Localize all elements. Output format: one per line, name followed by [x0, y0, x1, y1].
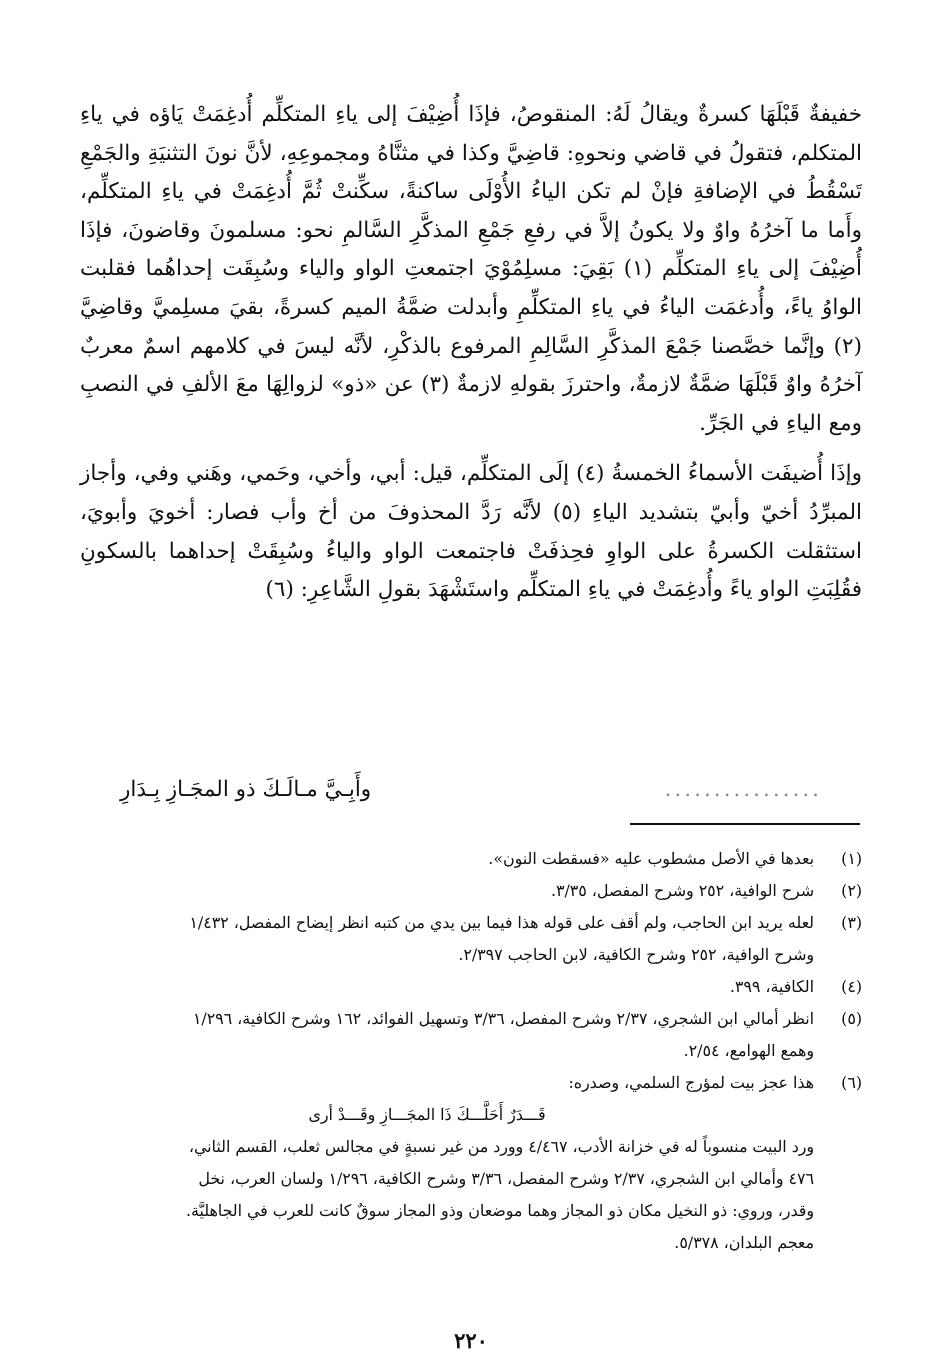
footnote-line: هذا عجز بيت لمؤرج السلمي، وصدره: — [568, 1073, 814, 1092]
footnote-text — [80, 907, 814, 971]
footnote-4 — [80, 971, 862, 1003]
footnote-line: لعله يريد ابن الحاجب، ولم أقف على قوله هذا فيما بين يدي من كتبه انظر إيضاح المفصل، ١/٤٣٢ — [189, 913, 814, 932]
footnote-1 — [80, 843, 862, 875]
footnote-text — [80, 875, 814, 907]
main-text — [80, 96, 862, 610]
footnote-line: بعدها في الأصل مشطوب عليه «فسقطت النون». — [488, 849, 814, 868]
footnote-5 — [80, 1003, 862, 1067]
footnote-3 — [80, 907, 862, 971]
footnote-text — [80, 1003, 814, 1067]
footnote-verse: قَـــدَرٌ أَحَلَّـــكَ ذَا المجَـــازِ وقَـــدْ أرى — [308, 1105, 546, 1124]
footnote-6 — [80, 1067, 862, 1259]
footnote-line: شرح الوافية، ٢٥٢ وشرح المفصل، ٣/٣٥. — [550, 881, 814, 900]
footnote-line: وهمع الهوامع، ٢/٥٤. — [683, 1041, 814, 1060]
footnote-line: الكافية، ٣٩٩. — [729, 977, 814, 996]
footnote-text — [80, 971, 814, 1003]
footnote-number: (٦) — [841, 1073, 862, 1092]
footnote-number: (٣) — [841, 913, 862, 932]
footnote-line: وقدر، وروي: ذو النخيل مكان ذو المجاز وهما موضعان وذو المجاز سوقٌ كانت للعرب في الجاهليَّة. — [185, 1201, 814, 1220]
footnote-line: ٤٧٦ وأمالي ابن الشجري، ٢/٣٧ وشرح المفصل، ٣/٣٦ وشرح الكافية، ١/٢٩٦ ولسان العرب، نخل — [198, 1169, 814, 1188]
footnote-number: (٢) — [841, 881, 862, 900]
footnote-line: وشرح الوافية، ٢٥٢ وشرح الكافية، لابن الحاجب ٢/٣٩٧. — [458, 945, 814, 964]
footnote-text — [80, 1067, 814, 1259]
footnote-line: ورد البيت منسوباً له في خزانة الأدب، ٤/٤٦٧ وورد من غير نسبةٍ في مجالس ثعلب، القسم الثاني، — [188, 1137, 814, 1156]
footnote-number: (٥) — [841, 1009, 862, 1028]
verse-second-half: وأَبِـيَّ مـالَـكَ ذو المجَـازِ بِـدَارِ — [120, 777, 372, 802]
footnote-text — [80, 843, 814, 875]
verse-first-half-omitted: ................ — [664, 777, 822, 802]
footnote-line: انظر أمالي ابن الشجري، ٢/٣٧ وشرح المفصل، ٣/٣٦ وتسهيل الفوائد، ١٦٢ وشرح الكافية، ١/٢٩٦ — [192, 1009, 814, 1028]
footnote-line: معجم البلدان، ٥/٣٧٨. — [674, 1233, 814, 1252]
paragraph-1: خفيفةٌ قَبْلَهَا كسرةٌ ويقالُ لَهُ: المنقوصُ، فإذَا أُضِيْفَ إلى ياءِ المتكلِّم أُدغِمَتْ يَاؤه في ياءِ المتكلم، فتقولُ في قاضي ونحوهِ: قاضِيَّ وكذا في مثنَّاهُ ومجموعِهِ، لأنَّ نونَ التثنيَةِ والجَمْعِ تَسْقُطُ في الإضافةِ فإنْ لم تكن الياءُ الأُوْلَى ساكنةً، سكِّنتْ ثُمَّ أُدغِمَتْ في ياءِ المتكلِّم، وأَما ما آخرُهُ واوٌ ولا يكونُ إلاَّ في رفعِ جَمْعِ المذكَّرِ السَّالمِ نحو: مسلمونَ وقاضونَ، فإذَا أُضِيْفَ إلى ياءِ المتكلِّم (١) بَقِيَ: مسلِمُوْيَ اجتمعتِ الواو والياء وسُبِقَت إحداهُما فقلبت الواوُ ياءً، وأُدغمَت الياءُ في ياءِ المتكلِّمِ وأبدلت ضمَّةُ الميم كسرةً، بقيَ مسلِميَّ وقاضِيَّ (٢) وإنَّما خصَّصنا جَمْعَ المذكَّرِ السَّالِمِ المرفوع بالذكْرِ، لأنَّه ليسَ في كلامهم اسمٌ معربٌ آخرُهُ واوٌ قَبْلَهَا ضمَّةٌ لازمةٌ، واحترزَ بقولهِ لازمةٌ (٣) عن «ذو» لزوالِهَا معَ الألفِ في النصبِ ومع الياءِ في الجَرِّ. — [80, 102, 862, 436]
footnote-separator — [630, 823, 860, 825]
paragraph-2: وإذَا أُضيفَت الأسماءُ الخمسةُ (٤) إلَى المتكلِّم، قيل: أبي، وأخي، وحَمي، وهَني وفي، وأجاز المبرِّدُ أخيّ وأبيّ بتشديد الياءِ (٥) لأنَّه رَدَّ المحذوفَ من أخ وأب فصار: أخويَ وأبويَ، استثقلت الكسرةُ على الواوِ فحِذفَتْ فاجتمعت الواو والياءُ وسُبِقَتْ إحداهما بالسكونِ فقُلِبَتِ الواو ياءً وأُدغِمَتْ في ياءِ المتكلِّم واستَشْهَدَ بقولِ الشَّاعِرِ: (٦) — [80, 461, 862, 603]
footnotes — [80, 843, 862, 1259]
page-number: ٢٢٠ — [454, 1328, 488, 1353]
footnote-2 — [80, 875, 862, 907]
footnote-number: (٤) — [841, 977, 862, 996]
footnote-number: (١) — [841, 849, 862, 868]
poetry-verse — [80, 770, 862, 810]
